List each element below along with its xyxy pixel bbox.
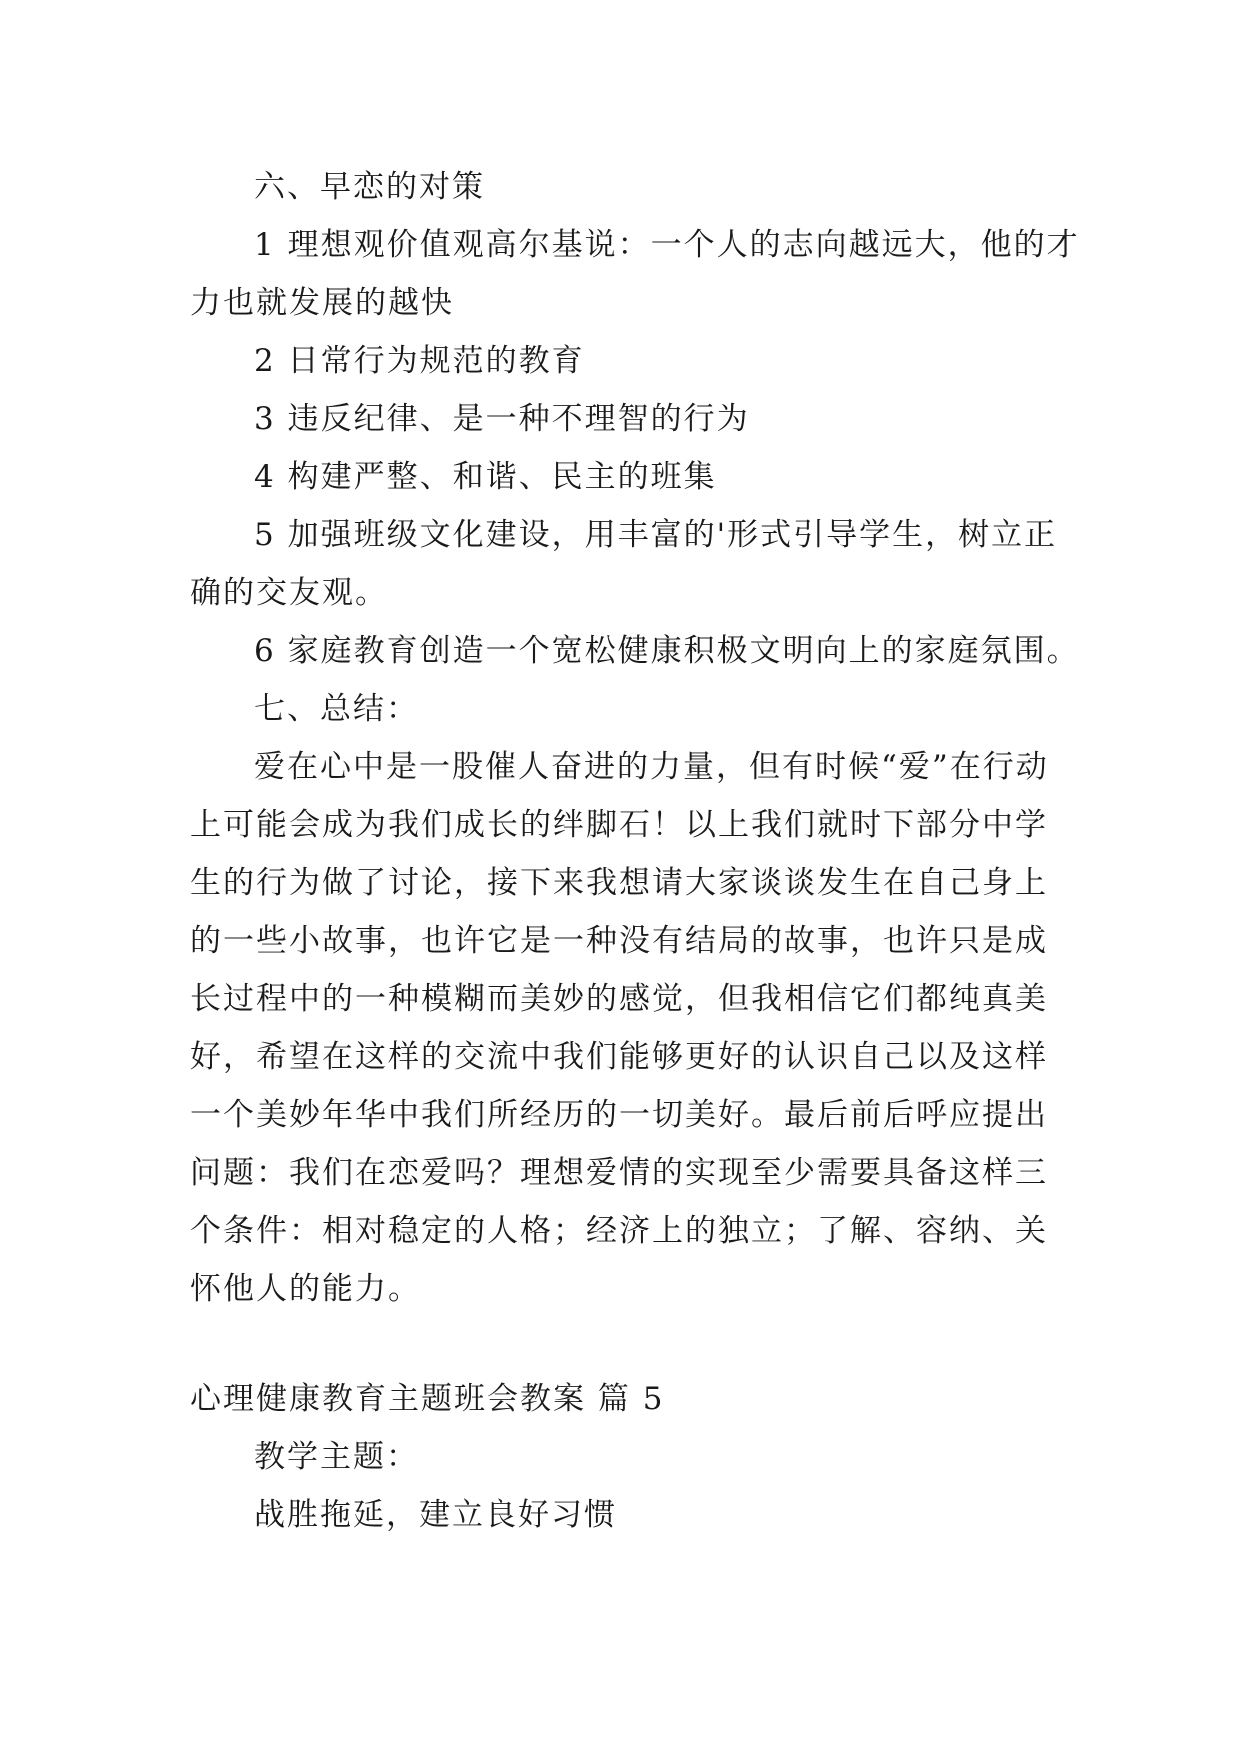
list-item-6: 6 家庭教育创造一个宽松健康积极文明向上的家庭氛围。 xyxy=(254,633,1080,669)
summary-paragraph: 爱在心中是一股催人奋进的力量，但有时候“爱”在行动上可能会成为我们成长的绊脚石！以上我们就时下部分中学生的行为做了讨论，接下来我想请大家谈谈发生在自己身上的一些小故事，也许它是一种没有结局的故事，也许只是成长过程中的一种模糊而美妙的感觉，但我相信它们都纯真美好，希望在这样的交流中我们能够更好的认识自己以及这样一个美妙年华中我们所经历的一切美好。最后前后呼应提出问题：我们在恋爱吗？理想爱情的实现至少需要具备这样三个条件：相对稳定的人格；经济上的独立；了解、容纳、关怀他人的能力。 xyxy=(190,749,1049,1307)
list-item-4: 4 构建严整、和谐、民主的班集 xyxy=(254,459,717,495)
list-item-1: 1 理想观价值观高尔基说：一个人的志向越远大，他的才力也就发展的越快 xyxy=(190,227,1080,321)
section-5-title: 心理健康教育主题班会教案 篇 5 xyxy=(190,1381,665,1417)
teaching-topic: 战胜拖延，建立良好习惯 xyxy=(254,1497,617,1533)
heading-six: 六、早恋的对策 xyxy=(254,169,485,205)
list-item-5: 5 加强班级文化建设，用丰富的'形式引导学生，树立正确的交友观。 xyxy=(190,517,1058,611)
document-body xyxy=(190,158,1080,1544)
list-item-3: 3 违反纪律、是一种不理智的行为 xyxy=(254,401,750,437)
list-item-2: 2 日常行为规范的教育 xyxy=(254,343,585,379)
heading-seven: 七、总结： xyxy=(254,691,419,727)
teaching-topic-label: 教学主题： xyxy=(254,1439,419,1475)
